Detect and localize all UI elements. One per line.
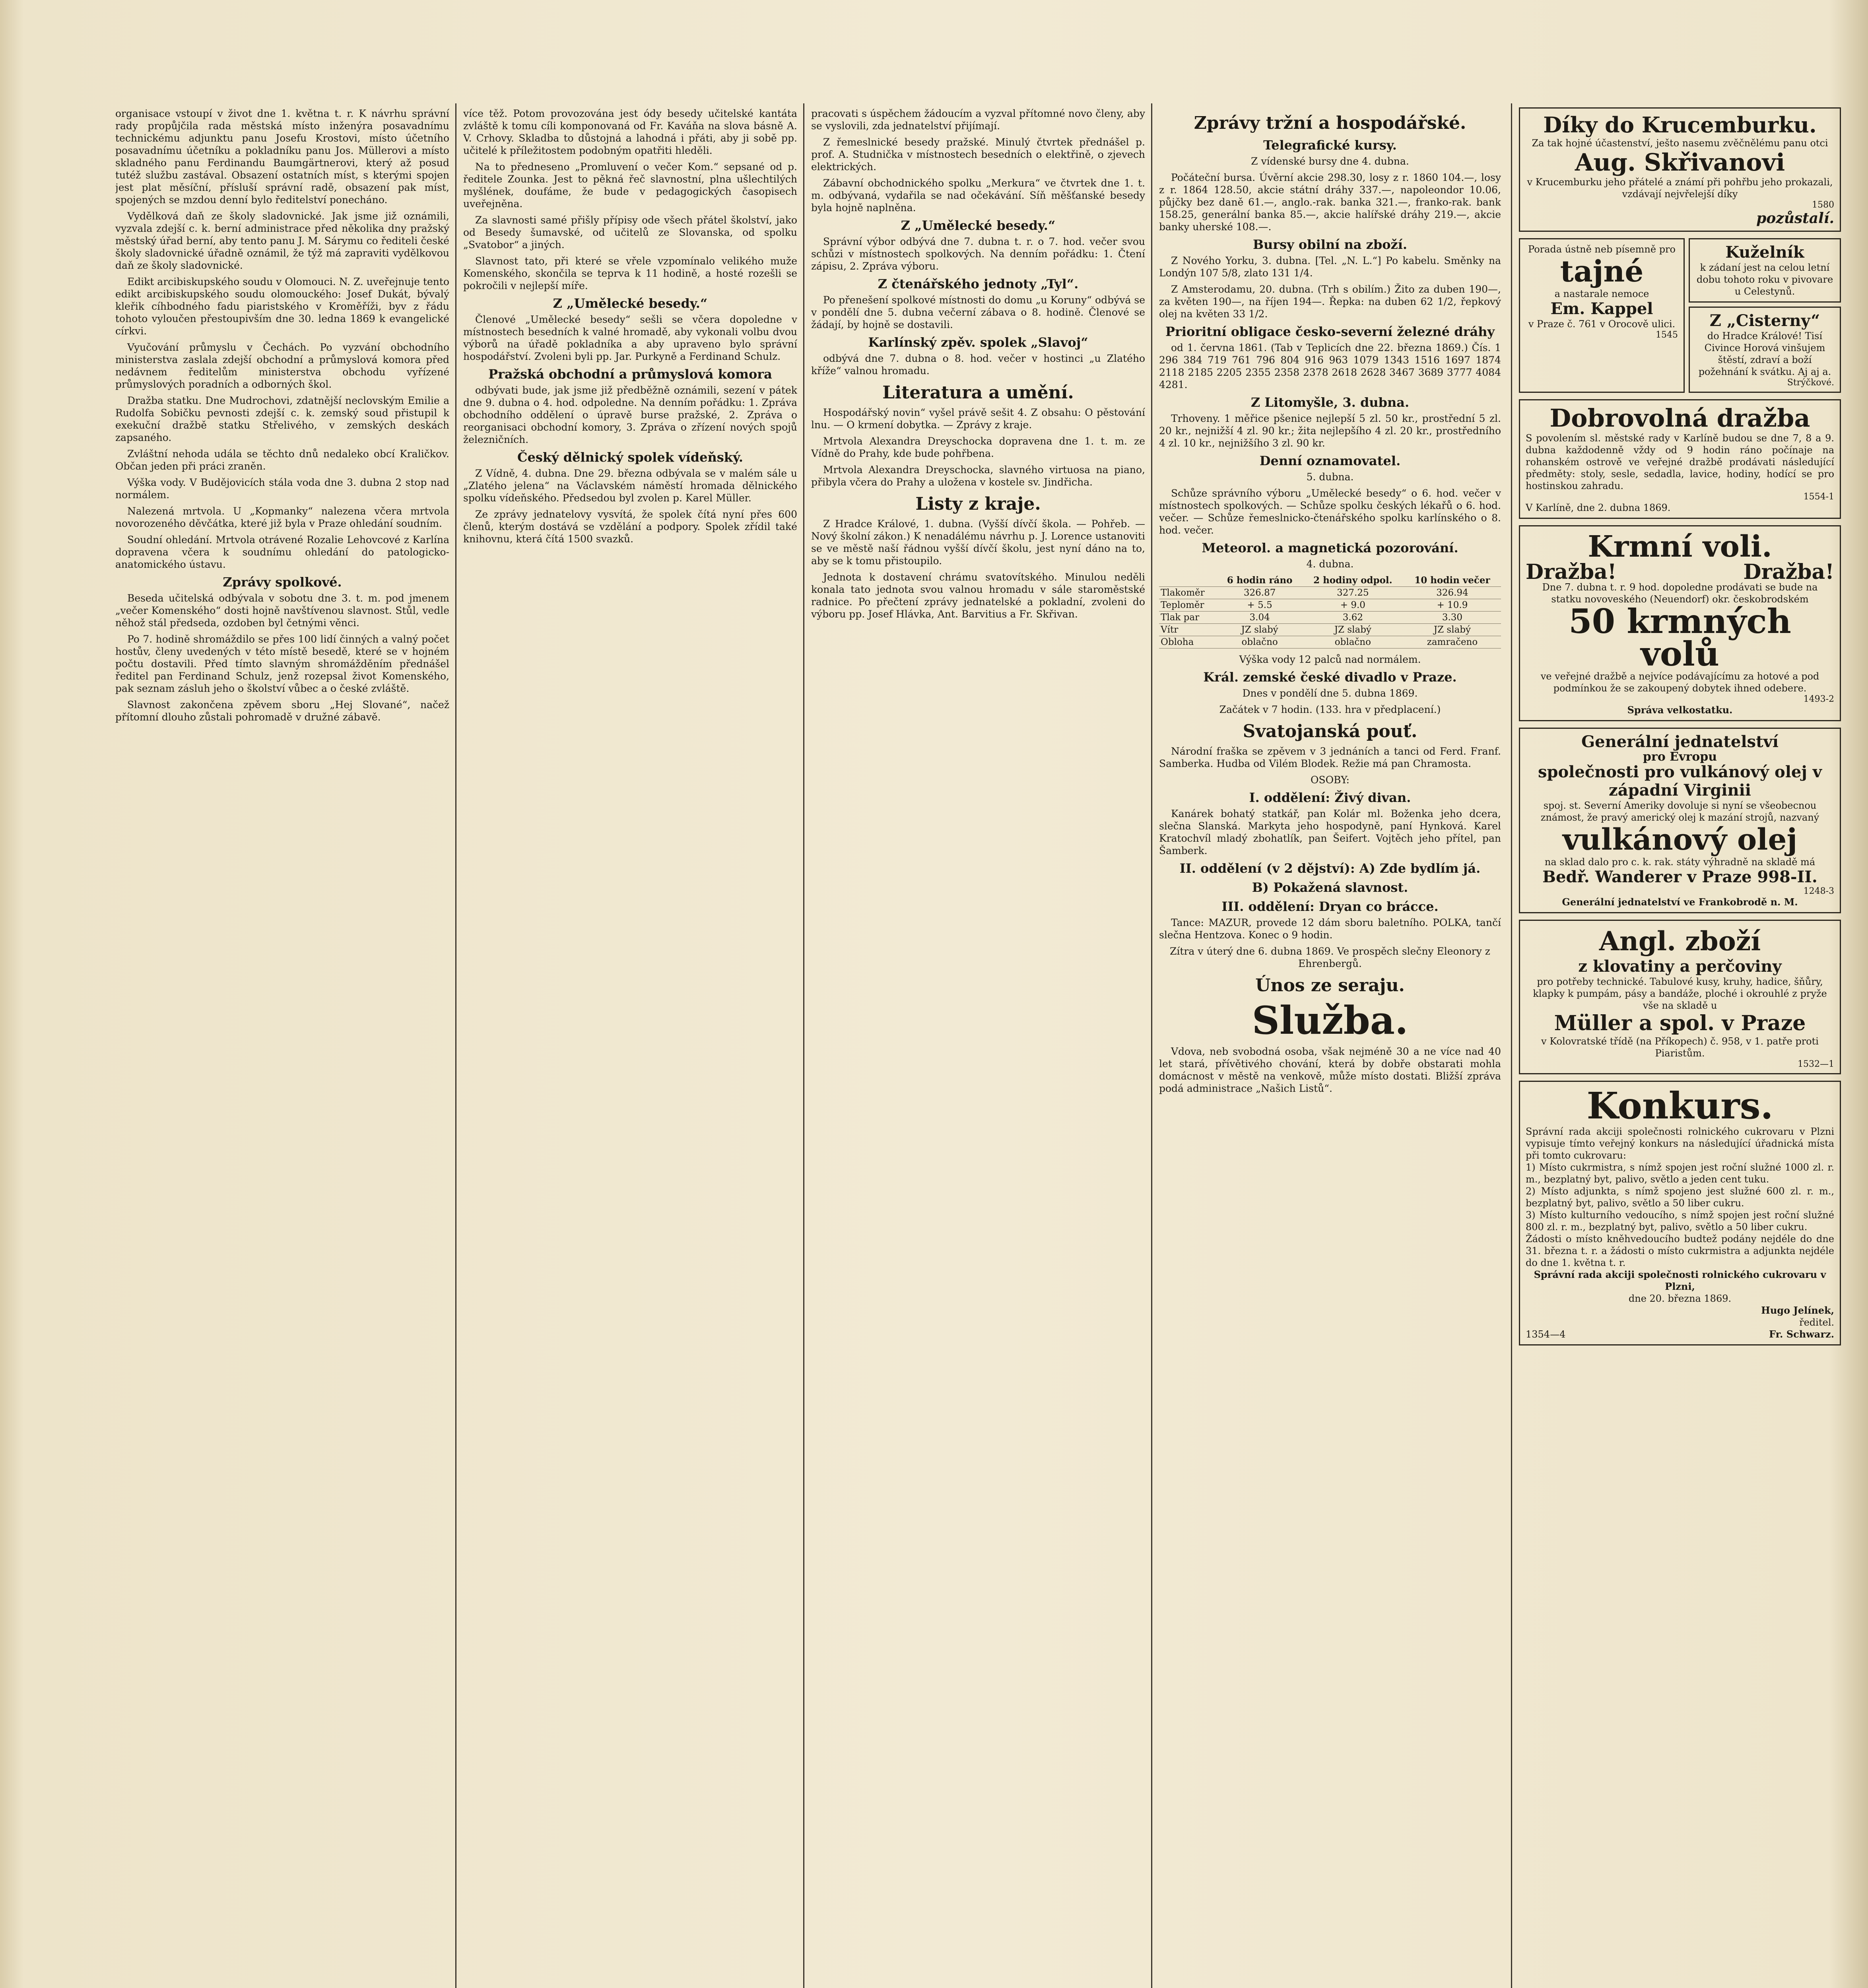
ad-label: Dražba! (1743, 560, 1834, 584)
article-paragraph: Vyučování průmyslu v Čechách. Po vyzvání obchodního ministerstva zaslala zdejší obchodní a průmyslová komora před nedávnem ředitelům ministerstva obchodu vyřízené průmyslových poradních a odborných škol. (115, 342, 449, 390)
table-cell: JZ slabý (1302, 624, 1404, 636)
ad-text: v Krucemburku jeho přátelé a známí při pohřbu jeho prokazali, vzdávají nejvřelejší díky (1527, 177, 1833, 200)
ad-big: vulkánový olej (1562, 823, 1798, 857)
table-cell: 3.30 (1404, 612, 1501, 624)
ad-code: 1545 (1656, 330, 1678, 340)
ad-text: spoj. st. Severní Ameriky dovoluje si nyní se všeobecnou známost, že pravý americký olej k mazání strojů, nazvaný (1540, 800, 1819, 823)
table-cell: 326.94 (1404, 587, 1501, 599)
ad-name: Aug. Skřivanovi (1575, 149, 1785, 177)
ad-text: v Praze č. 761 v Orocově ulici. (1528, 318, 1676, 330)
ad-title: Kuželník (1725, 243, 1804, 262)
ad-tajne (1519, 238, 1685, 393)
ad-angl-zbozi (1519, 920, 1841, 1074)
table-cell: + 10.9 (1404, 599, 1501, 612)
table-cell: JZ slabý (1404, 624, 1501, 636)
table-header: 10 hodin večer (1404, 574, 1501, 587)
subheading-telegraf: Telegrafické kursy. (1263, 138, 1397, 153)
article-paragraph: Na to předneseno „Promluvení o večer Kom.“ sepsané od p. ředitele Zounka. Jest to pěkná řeč slavnostní, plna ušlechtilých myšlének, doufáme, že bude v pedagogických časopisech uveřejněna. (463, 161, 797, 210)
divadlo-zitra-title: Únos ze seraju. (1255, 975, 1405, 996)
section-heading-umelecka-beseda: Z „Umělecké besedy.“ (553, 296, 708, 311)
table-cell: Tlakoměr (1159, 587, 1217, 599)
ad-diky (1519, 107, 1841, 232)
ad-sign: Strýčkové. (1787, 378, 1834, 388)
pocatecni-bursa: Počáteční bursa. Úvěrní akcie 298.30, losy z r. 1860 104.—, losy z r. 1864 128.50, akcie státní dráhy 337.—, napoleondor 10.06, půjčky bez daně 61.—, anglo.-rak. banka 321.—, franko-rak. bank 158.25, generální banka 85.—, akcie halířské dráhy 219.—, akcie banky uherské 108.—. (1159, 172, 1501, 233)
article-paragraph: Mrtvola Alexandra Dreyschocka dopravena dne 1. t. m. ze Vídně do Prahy, kde bude pohřbena. (811, 435, 1145, 459)
table-cell: zamračeno (1404, 636, 1501, 648)
column-3 (811, 107, 1145, 1988)
divadlo-title: Svatojanská pouť. (1243, 721, 1418, 742)
ad-title: Angl. zboží (1599, 926, 1761, 957)
table-cell: Tlak par (1159, 612, 1217, 624)
article-paragraph: Z Hradce Králové, 1. dubna. (Vyšší dívčí škola. — Pohřeb. — Nový školní zákon.) K nenadálému návrhu p. J. Lorence ustanoviti se ve městě naší řádnou vyšší dívčí školu, jest nyní dáno na to, aby se k tomu přistoupilo. (811, 518, 1145, 567)
subheading-bursy-obilni: Bursy obilní na zboží. (1252, 237, 1407, 252)
article-paragraph: odbývati bude, jak jsme již předběžně oznámili, sezení v pátek dne 9. dubna o 4. hod. odpoledne. Na denním pořádku: 1. Zpráva obchodního oddělení o úpravě burse pražské, 2. Zpráva o reorganisaci obchodní komory, 3. Zpráva o zřízení nových spojů železničních. (463, 384, 797, 445)
table-row (1159, 624, 1501, 636)
ad-title: Konkurs. (1586, 1084, 1773, 1127)
article-paragraph: Z řemeslnické besedy pražské. Minulý čtvrtek přednášel p. prof. A. Studnička v místnostech besedních o elektřině, o zjevech elektrických. (811, 136, 1145, 173)
table-cell: 3.04 (1217, 612, 1302, 624)
table-header: 2 hodiny odpol. (1302, 574, 1404, 587)
table-cell: 3.62 (1302, 612, 1404, 624)
ad-name: Fr. Schwarz. (1769, 1328, 1834, 1340)
osoby-heading: OSOBY: (1311, 774, 1350, 786)
article-paragraph: Po 7. hodině shromáždilo se přes 100 lidí činných a valný počet hostův, členy uvedených v této místě besedě, které se v hojném počtu dostavili. Před tímto slavným shromážděním přednášel ředitel pan Ferdinand Schulz, jenž rozepsal život Komenského, pak seznam zásluh jeho o školství vůbec a o české zvláště. (115, 633, 449, 694)
article-paragraph: Zábavní obchodnického spolku „Merkura“ ve čtvrtek dne 1. t. m. odbývaná, vydařila se nad očekávání. Síň měšťanské besedy byla hojně naplněna. (811, 177, 1145, 214)
ad-code: 1532—1 (1798, 1059, 1834, 1069)
ad-big: 50 krmných volů (1569, 602, 1791, 674)
ad-text: společnosti pro vulkánový olej v západní Virginii (1538, 763, 1822, 800)
ad-drazba-row (1526, 560, 1834, 584)
ad-konkurs (1519, 1081, 1841, 1345)
article-paragraph: Členové „Umělecké besedy“ sešli se včera dopoledne v místnostech besedních k valné hromadě, aby vykonali volbu dvou výborů na úřadě pokladníka a aby upraveno bylo správní hospodářství. Zvoleni byli pp. Jar. Purkyně a Ferdinand Schulz. (463, 314, 797, 362)
meteorol-table (1159, 574, 1501, 648)
table-cell: Vítr (1159, 624, 1217, 636)
divadlo-cast: Kanárek bohatý statkář, pan Kolár ml. Boženka jeho dcera, slečna Slanská. Markyta jeho hospodyně, paní Hynková. Karel Kratochvíl mladý zbohatlík, pan Šeifert. Vojtěch jeho přítel, pan Šamberk. (1159, 808, 1501, 856)
sluzba-heading: Služba. (1252, 998, 1408, 1043)
article-paragraph: organisace vstoupí v život dne 1. května t. r. K návrhu správní rady propůjčila rada městská místo inženýra posavadnímu technickému adjunktu panu Josefu Krostovi, místo účetního posavadnímu účetníku a pokladníku panu Jos. Müllerovi a místo skladného panu Ferdinandu Baumgärtnerovi, který až posud tutéž službu zastával. Obsazení ostatních míst, s kterými spojen jest plat měsíční, přísluší správní radě, obsazení pak míst, spojených se mzdou denní bylo ředitelství ponecháno. (115, 108, 449, 206)
table-cell: 327.25 (1302, 587, 1404, 599)
table-row (1159, 599, 1501, 612)
ad-bottom-row (1526, 1328, 1834, 1340)
ad-title: Díky do Krucemburku. (1543, 112, 1817, 138)
article-paragraph: Ze zprávy jednatelovy vysvítá, že spolek čítá nyní přes 600 členů, kterým dostává se vzdělání a podpory. Spolek zřídil také knihovnu, která čítá 1500 svazků. (463, 509, 797, 545)
section-heading-tyl: Z čtenářského jednoty „Tyl“. (878, 276, 1079, 291)
divadlo-part: II. oddělení (v 2 dějství): A) Zde bydlím já. (1179, 861, 1481, 876)
article-paragraph: Mrtvola Alexandra Dreyschocka, slavného virtuosa na piano, přibyla včera do Prahy a uložena v kostele sv. Jindřicha. (811, 464, 1145, 488)
ad-text: dne 20. března 1869. (1628, 1293, 1732, 1304)
article-paragraph: Nalezená mrtvola. U „Kopmanky“ nalezena včera mrtvola novorozeného děvčátka, které již byla v Praze ohledání soudním. (115, 505, 449, 529)
table-cell: Obloha (1159, 636, 1217, 648)
section-heading-trzni: Zprávy tržní a hospodářské. (1194, 113, 1466, 133)
ad-code: 1580 (1812, 200, 1834, 210)
section-heading-komora: Pražská obchodní a průmyslová komora (488, 367, 772, 382)
ad-sign: pozůstalí. (1756, 210, 1834, 227)
ad-text: ve veřejné dražbě a nejvíce podávajícímu za hotové a pod podmínkou že se zakoupený dobytek ihned odebere. (1540, 671, 1819, 694)
table-cell: + 5.5 (1217, 599, 1302, 612)
ad-name: Hugo Jelínek, (1761, 1305, 1834, 1316)
subheading-divadlo: Král. zemské české divadlo v Praze. (1203, 670, 1457, 685)
ad-sub: z klovatiny a perčoviny (1578, 957, 1782, 976)
ad-text: v Kolovratské třídě (na Příkopech) č. 958, v 1. patře proti Piaristům. (1541, 1036, 1819, 1059)
article-paragraph: Z Amsterodamu, 20. dubna. (Trh s obilím.) Žito za duben 190—, za květen 190—, na říjen 194—. Řepka: na duben 62 1/2, řepkový olej na květen 33 1/2. (1159, 283, 1501, 320)
column-4 (1159, 107, 1501, 1988)
column-5-ads (1519, 107, 1841, 1988)
column-1 (115, 107, 449, 1988)
ad-label: Dražba! (1526, 560, 1617, 584)
article-paragraph: Z Vídně, 4. dubna. Dne 29. března odbývala se v malém sále u „Zlatého jelena“ na Václavském náměstí hromada dělnického spolku vídeňského. Předsedou byl zvolen p. Karel Müller. (463, 468, 797, 504)
section-heading-literatura: Literatura a umění. (882, 382, 1074, 403)
ad-sign: Správa velkostatku. (1627, 704, 1733, 716)
ad-text: Za tak hojné účastenství, ješto nasemu zvěčnělému panu otci (1532, 138, 1828, 149)
ad-big: tajné (1560, 254, 1644, 289)
divadlo-sub: Národní fraška se zpěvem v 3 jednáních a tanci od Ferd. Franf. Samberka. Hudba od Vilém Blodek. Režie má pan Chramosta. (1159, 746, 1501, 769)
column-2 (463, 107, 797, 1988)
ad-code: 1493-2 (1803, 694, 1834, 704)
divadlo-part: III. oddělení: Dryan co brácce. (1221, 899, 1439, 914)
article-paragraph: Slavnost zakončena zpěvem sboru „Hej Slované“, načež přítomní dlouho zůstali pohromadě v družné zábavě. (115, 699, 449, 723)
ad-text: Správní rada akciji společnosti rolnického cukrovaru v Plzni, (1534, 1269, 1826, 1292)
ad-code: 1248-3 (1803, 886, 1834, 896)
article-paragraph: pracovati s úspěchem žádoucím a vyzval přítomné novo členy, aby se vyslovili, zda jednatelství přijímají. (811, 108, 1145, 132)
table-cell: oblačno (1302, 636, 1404, 648)
article-paragraph: Po přenešení spolkové místnosti do domu „u Koruny“ odbývá se v pondělí dne 5. dubna večerní zábava o 8. hodině. Členové se žádají, by hojně se dostavili. (811, 294, 1145, 330)
ad-text: S povolením sl. městské rady v Karlíně budou se dne 7, 8 a 9. dubna každodenně vždy od 9 hodin ráno počínaje na rohanském ostrově ve veřejné dražbě prodávati následující předměty: stoly, sesle, sedadla, lavice, hodiny, hodící se pro hostinskou zahradu. (1526, 433, 1834, 491)
section-heading-delnicky-spolek: Český dělnický spolek vídeňský. (517, 450, 743, 465)
ad-text: na sklad dalo pro c. k. rak. státy výhradně na skladě má (1544, 856, 1816, 868)
ad-title: Dobrovolná dražba (1550, 404, 1810, 433)
divadlo-zitra: Zítra v úterý dne 6. dubna 1869. Ve prospěch slečny Eleonory z Ehrenbergů. (1170, 945, 1490, 969)
ad-row (1519, 238, 1841, 393)
table-header-row (1159, 574, 1501, 587)
table-row (1159, 612, 1501, 624)
article-paragraph: Správní výbor odbývá dne 7. dubna t. r. o 7. hod. večer svou schůzi v místnostech spolkových. Na denním pořádku: 1. Čtení zápisu, 2. Zpráva výboru. (811, 236, 1145, 272)
table-cell: oblačno (1217, 636, 1302, 648)
table-header: 6 hodin ráno (1217, 574, 1302, 587)
ad-text: Generální jednatelství ve Frankobrodě n. M. (1562, 896, 1798, 908)
article-paragraph: více těž. Potom provozována jest ódy besedy učitelské kantáta zvláště k tomu cíli komponovaná od Fr. Kaváňa na slova básně A. V. Crhovy. Skladba to důstojná a lahodná i přáti, aby ji sobě pp. učitelé k příležitostem podobným opatřiti hleděli. (463, 108, 797, 156)
article-paragraph: Schůze správního výboru „Umělecké besedy“ o 6. hod. večer v místnostech spolkových. — Schůze spolku českých lékařů o 6. hod. večer. — Schůze řemeslnicko-čtenářského spolku karlínského o 8. hod. večer. (1159, 487, 1501, 536)
ad-name: Em. Kappel (1550, 299, 1653, 318)
ad-item: 1) Místo cukrmistra, s nímž spojen jest roční služné 1000 zl. r. m., bezplatný byt, palivo, světlo a jeden cent tuku. (1526, 1162, 1834, 1185)
ad-item: 3) Místo kulturního vedoucího, s nímž spojen jest roční služné 800 zl. r. m., bezplatný byt, palivo, světlo a 50 liber cukru. (1526, 1209, 1834, 1233)
article-paragraph: Z Nového Yorku, 3. dubna. [Tel. „N. L.“] Po kabelu. Směnky na Londýn 107 5/8, zlato 131 1/4. (1159, 255, 1501, 279)
ad-text: do Hradce Králové! Tisí Civince Horová vinšujem štěstí, zdraví a boží požehnání k svátku. Aj aj a. (1698, 330, 1831, 377)
table-row (1159, 636, 1501, 648)
ad-text: Správní rada akciji společnosti rolnického cukrovaru v Plzni vypisuje tímto veřejný konkurs na následující úřadnická místa při tomto cukrovaru: (1526, 1126, 1834, 1161)
divadlo-tance: Tance: MAZUR, provede 12 dám sboru baletního. POLKA, tančí slečna Hentzova. Konec o 9 hodin. (1159, 917, 1501, 941)
article-paragraph: Výška vody. V Budějovicích stála voda dne 3. dubna 2 stop nad normálem. (115, 477, 449, 501)
ad-krmni-voli (1519, 525, 1841, 721)
column-rule (455, 103, 456, 1988)
column-rule (803, 103, 804, 1988)
column-rule (1511, 103, 1512, 1988)
article-paragraph: Soudní ohledání. Mrtvola otrávené Rozalie Lehovcové z Karlína dopravena včera k soudnímu ohledání do patologicko-anatomického ústavu. (115, 534, 449, 570)
table-cell: + 9.0 (1302, 599, 1404, 612)
divadlo-intro: Začátek v 7 hodin. (133. hra v předplacení.) (1219, 704, 1441, 715)
ad-title: Generální jednatelství (1581, 732, 1779, 751)
sluzba-paragraph: Vdova, neb svobodná osoba, však nejméně 30 a ne více nad 40 let stará, přívětivého chování, která by dobře obstarati mohla domácnost v městě na venkově, může místo dostati. Bližší zpráva podá administrace „Našich Listů“. (1159, 1046, 1501, 1094)
ad-code: 1554-1 (1803, 492, 1834, 502)
article-paragraph: odbývá dne 7. dubna o 8. hod. večer v hostinci „u Zlatého kříže“ valnou hromadu. (811, 353, 1145, 377)
table-cell: Teploměr (1159, 599, 1217, 612)
divadlo-date: Dnes v pondělí dne 5. dubna 1869. (1242, 687, 1418, 699)
article-paragraph: Dražba statku. Dne Mudrochovi, zdatnější neclovským Emilie a Rudolfa Sobičku pevnosti zdejší c. k. zemský soud přistupil k exekuční dražbě statku Střelivého, v zemských deskách zapsaného. (115, 395, 449, 443)
subheading-litomysl: Z Litomyšle, 3. dubna. (1251, 395, 1410, 410)
article-paragraph: od 1. června 1861. (Tab v Teplicích dne 22. března 1869.) Čís. 1 296 384 719 761 796 804 916 963 1079 1343 1516 1697 1874 2118 2185 2205 2355 2358 2378 2618 2628 3467 3689 3777 4084 4281. (1159, 342, 1501, 390)
ad-kuzelnik (1689, 238, 1841, 303)
ad-text: pro Evropu (1643, 750, 1717, 764)
table-row (1159, 587, 1501, 599)
column-rule (1151, 103, 1152, 1988)
subheading-meteorol: Meteorol. a magnetická pozorování. (1202, 540, 1458, 555)
section-heading-umelecka-beseda-2: Z „Umělecké besedy.“ (901, 218, 1056, 233)
table-header (1159, 574, 1217, 587)
ad-text: pro potřeby technické. Tabulové kusy, kruhy, hadice, šňůry, klapky k pumpám, pásy a bandáže, ploché i okrouhlé z pryže vše na skladě u (1533, 976, 1827, 1011)
article-paragraph: Zvláštní nehoda udála se těchto dnů nedaleko obcí Kraličkov. Občan jeden při práci zraněn. (115, 448, 449, 472)
ad-text: Dne 7. dubna t. r. 9 hod. dopoledne prodávati se bude na statku novoveského (Neuendorf) okr. českobrodském (1542, 582, 1818, 605)
ad-text: k zádaní jest na celou letní dobu tohoto roku v pivovare u Celestynů. (1696, 262, 1833, 297)
article-paragraph: Edikt arcibiskupského soudu v Olomouci. N. Z. uveřejnuje tento edikt arcibiskupského soudu olomouckého: Josef Dukát, bývalý kleřik cíhbodného fadu piaristského v Kroměříži, byv z řádu tohoto vyloučen přestoupivším dne 30. ledna 1869 k evangelické církvi. (115, 276, 449, 337)
ad-stack (1689, 238, 1841, 393)
table-cell: JZ slabý (1217, 624, 1302, 636)
article-paragraph: Beseda učitelská odbývala v sobotu dne 3. t. m. pod jmenem „večer Komenského“ dosti hojně navštívenou slavnost. Stůl, vedle něhož stál předseda, ozdoben byl četnými věnci. (115, 592, 449, 629)
ad-vulkanovy-olej (1519, 728, 1841, 913)
divadlo-part: I. oddělení: Živý divan. (1249, 790, 1411, 805)
table-cell: 326.87 (1217, 587, 1302, 599)
article-paragraph: Vydělková daň ze školy sladovnické. Jak jsme již oznámili, vyzvala zdejší c. k. berní administrace před několika dny pražský městský úřad berní, aby tento panu J. M. Sárymu co řediteli české školy sladovnické úřadně oznámil, že týž má zapraviti vydělkovou daň ze školy sladovnické. (115, 210, 449, 271)
meteorol-date: 4. dubna. (1306, 558, 1354, 570)
meteorol-note: Výška vody 12 palců nad normálem. (1239, 654, 1421, 665)
article-paragraph: Trhoveny. 1 měřice pšenice nejlepší 5 zl. 50 kr., prostřední 5 zl. 20 kr., nejnižší 4 zl. 90 kr.; žita nejlepšího 4 zl. 20 kr., prostředního 4 zl. 10 kr., nejnižšího 3 zl. 90 kr. (1159, 413, 1501, 449)
ad-text: Porada ústně neb písemně pro (1528, 244, 1676, 255)
ad-title: Z „Cisterny“ (1709, 311, 1820, 330)
ad-cisterna (1689, 307, 1841, 393)
ad-text: ředitel. (1799, 1317, 1834, 1328)
article-paragraph: Slavnost tato, při které se vřele vzpomínalo velikého muže Komenského, skončila se teprva k 11 hodině, a hosté rozešli se pokročili v nejlepší míře. (463, 255, 797, 291)
denni-date: 5. dubna. (1306, 471, 1354, 483)
divadlo-part: B) Pokažená slavnost. (1252, 880, 1408, 895)
ad-name: Müller a spol. v Praze (1554, 1011, 1806, 1035)
article-paragraph: Jednota k dostavení chrámu svatovítského. Minulou neděli konala tato jednota svou valnou hromadu v sále staroměstské radnice. Po přečtení zprávy jednatelské a pokladní, zvoleni do výboru pp. Josef Hlávka, Ant. Barvitius a Fr. Skřivan. (811, 571, 1145, 620)
subheading-denni-oznamovatel: Denní oznamovatel. (1259, 453, 1401, 468)
section-heading-listy-z-kraje: Listy z kraje. (915, 494, 1041, 514)
ad-name: Bedř. Wanderer v Praze 998-II. (1542, 868, 1818, 886)
section-heading-slavoj: Karlínský zpěv. spolek „Slavoj“ (868, 335, 1088, 350)
article-paragraph: Hospodářský novin“ vyšel právě sešit 4. Z obsahu: O pěstování lnu. — O krmení dobytka. — Zprávy z kraje. (811, 407, 1145, 431)
article-paragraph: Za slavnosti samé přišly přípisy ode všech přátel školství, jako od Besedy šumavské, od učitelů ze Slovanska, od spolku „Svatobor“ a jiných. (463, 214, 797, 250)
ad-code: 1354—4 (1526, 1329, 1566, 1340)
ad-sign: V Karlíně, dne 2. dubna 1869. (1526, 502, 1671, 513)
ad-text: a nastarale nemoce (1554, 288, 1649, 299)
ad-text: Žádosti o místo kněhvedoucího budtež podány nejdéle do dne 31. března t. r. a žádosti o místo cukrmistra a adjunkta nejdéle do dne 1. května t. r. (1526, 1233, 1834, 1268)
section-heading-spolky: Zprávy spolkové. (223, 575, 342, 590)
ad-drazba (1519, 399, 1841, 519)
telegraf-intro: Z vídenské bursy dne 4. dubna. (1251, 155, 1409, 167)
ad-item: 2) Místo adjunkta, s nímž spojeno jest služné 600 zl. r. m., bezplatný byt, palivo, světlo a 50 liber cukru. (1526, 1186, 1834, 1209)
subheading-prioritni: Prioritní obligace česko-severní železné dráhy (1165, 324, 1495, 339)
ad-title: Krmní voli. (1588, 530, 1772, 564)
